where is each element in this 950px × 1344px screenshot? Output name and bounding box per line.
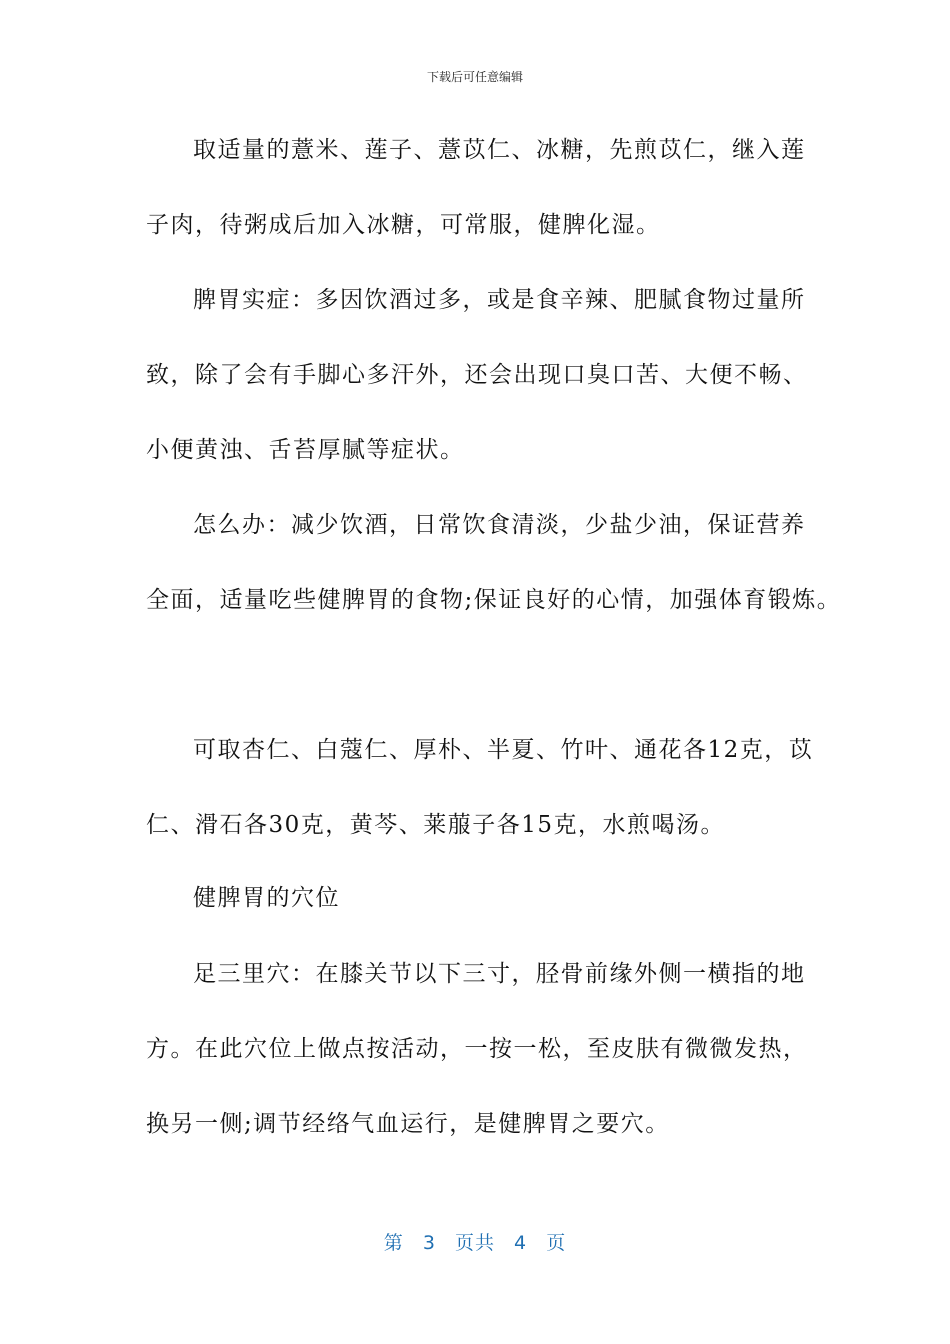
page-footer <box>0 1228 950 1255</box>
paragraph-line: 小便黄浊、舌苔厚腻等症状。 <box>146 437 465 463</box>
section-heading: 健脾胃的穴位 <box>193 885 340 911</box>
paragraph-line: 子肉，待粥成后加入冰糖，可常服，健脾化湿。 <box>146 212 661 238</box>
paragraph-line: 仁、滑石各30克，黄芩、莱菔子各15克，水煎喝汤。 <box>146 812 726 838</box>
paragraph-line: 换另一侧;调节经络气血运行，是健脾胃之要穴。 <box>146 1111 670 1137</box>
page-header: 下载后可任意编辑 <box>426 70 523 84</box>
paragraph-line: 取适量的薏米、莲子、薏苡仁、冰糖，先煎苡仁，继入莲 <box>193 137 806 163</box>
paragraph-line: 怎么办：减少饮酒，日常饮食清淡，少盐少油，保证营养 <box>193 512 806 538</box>
paragraph-line: 全面，适量吃些健脾胃的食物;保证良好的心情，加强体育锻炼。 <box>146 587 842 613</box>
paragraph-line: 方。在此穴位上做点按活动，一按一松，至皮肤有微微发热， <box>146 1036 808 1062</box>
footer-page-number: 3 <box>422 1232 436 1254</box>
footer-prefix: 第 <box>383 1232 404 1254</box>
footer-suffix: 页 <box>546 1232 567 1254</box>
paragraph-line: 足三里穴：在膝关节以下三寸，胫骨前缘外侧一横指的地 <box>193 961 806 987</box>
paragraph-line: 致，除了会有手脚心多汗外，还会出现口臭口苦、大便不畅、 <box>146 362 808 388</box>
footer-middle: 页共 <box>454 1232 495 1254</box>
paragraph-line: 脾胃实症：多因饮酒过多，或是食辛辣、肥腻食物过量所 <box>193 287 806 313</box>
footer-total-pages: 4 <box>514 1232 528 1254</box>
paragraph-line: 可取杏仁、白蔻仁、厚朴、半夏、竹叶、通花各12克，苡 <box>193 737 814 763</box>
